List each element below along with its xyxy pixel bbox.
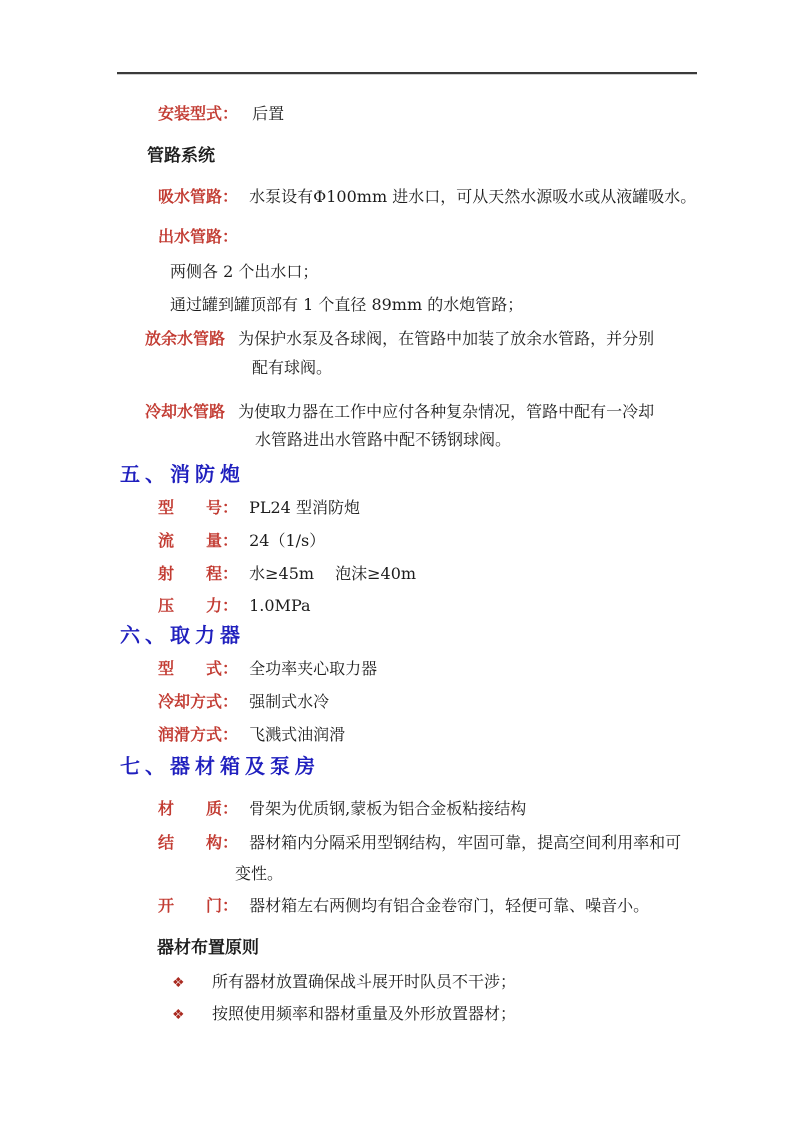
spec-value: 强制式水冷 — [249, 692, 330, 711]
drain-pipe-text-line2: 配有球阀。 — [252, 358, 333, 377]
spec-value: 器材箱内分隔采用型钢结构，牢固可靠，提高空间利用率和可 — [249, 833, 682, 852]
cooling-pipe-text-line2: 水管路进出水管路中配不锈钢球阀。 — [255, 430, 512, 449]
drain-pipe-row — [145, 329, 654, 349]
cooling-pipe-label: 冷却水管路 — [145, 402, 226, 421]
spec-value: 飞溅式油润滑 — [249, 725, 346, 744]
spec-value: 水≥45m 泡沫≥40m — [249, 564, 417, 583]
spec-label: 型 号： — [158, 498, 239, 517]
spec-row-type — [158, 659, 377, 679]
spec-value: 器材箱左右两侧均有铝合金卷帘门，轻便可靠、噪音小。 — [249, 896, 650, 915]
spec-row-model — [158, 498, 360, 518]
drain-pipe-label: 放余水管路 — [145, 329, 226, 348]
spec-row-cooling-method — [158, 692, 329, 712]
layout-bullet-item — [172, 1004, 516, 1025]
spec-row-material — [158, 799, 526, 819]
section-heading-5-fire-monitor: 五、消防炮 — [120, 462, 245, 486]
section-heading-7-equipment-box: 七、器材箱及泵房 — [120, 754, 320, 778]
install-type-label: 安装型式： — [158, 104, 239, 123]
spec-value: 24（1/s） — [249, 531, 326, 550]
header-rule-divider — [117, 72, 697, 75]
spec-label: 结 构： — [158, 833, 239, 852]
discharge-item-2: 通过罐到罐顶部有 1 个直径 89mm 的水炮管路； — [170, 295, 524, 314]
piping-system-heading: 管路系统 — [147, 146, 215, 166]
discharge-pipe-label: 出水管路： — [158, 227, 239, 246]
suction-pipe-label: 吸水管路： — [158, 187, 239, 206]
spec-value: 骨架为优质钢,蒙板为铝合金板粘接结构 — [249, 799, 527, 818]
spec-row-flow — [158, 531, 325, 551]
spec-value: 全功率夹心取力器 — [249, 659, 378, 678]
suction-pipe-value: 水泵设有Φ100mm 进水口，可从天然水源吸水或从液罐吸水。 — [249, 187, 697, 206]
layout-bullet-item — [172, 972, 516, 993]
spec-label: 开 门： — [158, 896, 239, 915]
discharge-item-1: 两侧各 2 个出水口； — [170, 262, 319, 281]
cooling-pipe-text-line1: 为使取力器在工作中应付各种复杂情况，管路中配有一冷却 — [238, 402, 655, 421]
spec-row-structure — [158, 833, 681, 853]
spec-label: 压 力： — [158, 596, 239, 615]
spec-value: 1.0MPa — [249, 596, 311, 615]
spec-row-range — [158, 564, 416, 584]
spec-row-pressure — [158, 596, 311, 616]
bullet-text: 所有器材放置确保战斗展开时队员不干涉； — [212, 972, 517, 991]
spec-row-door — [158, 896, 649, 916]
bullet-text: 按照使用频率和器材重量及外形放置器材； — [212, 1004, 517, 1023]
diamond-bullet-icon: ❖ — [172, 1007, 185, 1023]
spec-label: 材 质： — [158, 799, 239, 818]
spec-value: PL24 型消防炮 — [249, 498, 360, 517]
spec-label: 润滑方式： — [158, 725, 239, 744]
install-type-row — [158, 104, 284, 124]
section-heading-6-power-takeoff: 六、取力器 — [120, 623, 245, 647]
install-type-value: 后置 — [252, 104, 285, 123]
cooling-pipe-row — [145, 402, 654, 422]
spec-label: 型 式： — [158, 659, 239, 678]
drain-pipe-text-line1: 为保护水泵及各球阀，在管路中加装了放余水管路，并分别 — [238, 329, 655, 348]
discharge-pipe-row — [158, 227, 238, 247]
spec-label: 流 量： — [158, 531, 239, 550]
spec-label: 冷却方式： — [158, 692, 239, 711]
equipment-layout-heading: 器材布置原则 — [157, 938, 259, 958]
spec-row-lubrication-method — [158, 725, 345, 745]
spec-label: 射 程： — [158, 564, 239, 583]
spec-row-structure-continuation: 变性。 — [235, 864, 284, 883]
diamond-bullet-icon: ❖ — [172, 975, 185, 991]
suction-pipe-row — [158, 187, 696, 207]
